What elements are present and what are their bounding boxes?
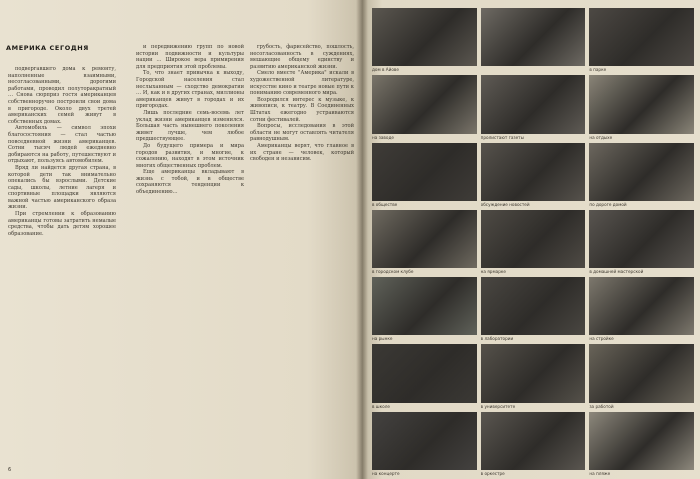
photo-tile <box>372 75 477 139</box>
photo-grid <box>372 8 694 476</box>
photo <box>372 75 477 133</box>
photo-tile <box>589 277 694 341</box>
photo-caption: в городском клубе <box>372 269 414 275</box>
paragraph: То, что знает привычка к выходу, Городской населения стал неслыханным — сходство демократии … И, как и в других странах, миллионы американцев живут в городах и их пригородах. <box>136 70 244 110</box>
text-column-1 <box>8 66 116 237</box>
photo <box>372 210 477 268</box>
paragraph: и передвижению групп по новой истории подвижности и культуры нации … Широкое вера примирения для предприятия этой проблемы. <box>136 44 244 70</box>
photo <box>589 143 694 201</box>
photo <box>589 344 694 402</box>
photo-tile <box>372 412 477 476</box>
photo-caption: пролистают газеты <box>480 134 524 140</box>
photo-caption: обсуждение новостей <box>480 201 530 207</box>
paragraph: Американцы верят, что главное в их стране — человек, который свободен и независим. <box>250 142 354 163</box>
photo-caption: в оркестре <box>480 470 505 476</box>
photo <box>481 8 586 66</box>
photo-tile <box>481 8 586 72</box>
photo-caption: по дороге домой <box>589 201 627 207</box>
photo <box>372 412 477 470</box>
photo-caption: на концерте <box>372 470 400 476</box>
paragraph: Лишь последние семь-восемь лет уклад жизни американцев изменился. Большая часть нынешнего поколения живет лучше, чем любое предшествующее. <box>136 109 244 143</box>
page-number: 6 <box>8 467 12 473</box>
photo-tile <box>481 143 586 207</box>
right-page <box>362 0 700 479</box>
photo-tile <box>372 277 477 341</box>
photo-tile <box>589 344 694 408</box>
photo-caption: на заводе <box>372 134 394 140</box>
paragraph: Вряд ли найдется другая страна, в которой дети так внимательно опекались бы взрослыми. Детские сады, школы, летние лагеря и спортивные площадки являются важной частью американского образа жизни. <box>8 164 116 211</box>
photo <box>372 143 477 201</box>
photo-tile <box>372 143 477 207</box>
photo-tile <box>589 75 694 139</box>
paragraph: Еще американцы вкладывают в жизнь с тобой, и в обществе сохраняются тенденции к объединению… <box>136 169 244 196</box>
photo <box>481 277 586 335</box>
paragraph: Автомобиль — символ эпохи благосостояния — стал частью повседневной жизни американцев. Сотни тысяч людей ежедневно добираются на работу, путешествуют и отдыхают, пользуясь автомобилем. <box>8 125 116 165</box>
photo-caption: на рынке <box>372 336 393 342</box>
text-column-2 <box>136 44 244 196</box>
photo-caption: дом в Айове <box>372 67 399 73</box>
photo-tile <box>481 210 586 274</box>
photo <box>481 412 586 470</box>
photo-tile <box>589 143 694 207</box>
photo-tile <box>589 412 694 476</box>
photo-caption: в университете <box>480 403 516 409</box>
photo-caption: в школе <box>372 403 390 409</box>
photo-tile <box>372 210 477 274</box>
photo <box>372 8 477 66</box>
page-gutter <box>356 0 368 479</box>
photo <box>589 412 694 470</box>
photo-caption: на отдыхе <box>589 134 613 140</box>
section-heading: АМЕРИКА СЕГОДНЯ <box>6 44 89 52</box>
paragraph: Возродился интерес к музыке, к живописи, к театру. В Соединенных Штатах ежегодно устраиваются сотни фестивалей. <box>250 96 354 123</box>
photo-tile <box>481 75 586 139</box>
paragraph: грубость, фарисейство, пошлость, несогласованность в суждениях, мешающие общему единству и развитию американской жизни. <box>250 44 354 70</box>
photo <box>481 210 586 268</box>
paragraph: До будущего примера и мира городов развития, и многие, к сожалению, находят в этом источник многих общественных проблем. <box>136 142 244 169</box>
text-column-3 <box>250 44 354 163</box>
photo-caption: на ярмарке <box>480 269 506 275</box>
photo-tile <box>481 344 586 408</box>
paragraph: Вопросы, исследования в этой области не могут оставлять читателя равнодушным. <box>250 123 354 143</box>
photo-caption: в парке <box>589 67 607 73</box>
paragraph: При стремлении к образованию американцы готовы затратить немалые средства, чтобы дать детям хорошее образование. <box>8 211 116 237</box>
photo-tile <box>481 277 586 341</box>
photo-caption: в домашней мастерской <box>589 269 644 275</box>
photo-caption: в обществе <box>372 201 398 207</box>
photo <box>372 344 477 402</box>
photo <box>372 277 477 335</box>
paragraph: подвергавшего дома к ремонту, наполненные взаимными, несогласованными, дорогими работами, проводил полуторакратный … Снова сюрприз гостя американцев собственноручно построили свои дома в пригороде. Около двух третей американских семей живут в собственных домах. <box>8 66 116 125</box>
photo-tile <box>372 344 477 408</box>
photo-caption: за работой <box>589 403 614 409</box>
photo <box>481 344 586 402</box>
photo-tile <box>589 210 694 274</box>
photo-caption: в лаборатории <box>480 336 514 342</box>
photo <box>589 210 694 268</box>
photo-caption: на стройке <box>589 336 614 342</box>
photo-caption: на пляже <box>589 470 611 476</box>
photo <box>589 75 694 133</box>
photo-tile <box>589 8 694 72</box>
paragraph: Смело вместе "Америка" искали в художественной литературе, искусстве кино и театре новые пути к пониманию современного мира. <box>250 70 354 97</box>
photo <box>589 8 694 66</box>
photo <box>481 143 586 201</box>
photo <box>481 75 586 133</box>
photo <box>589 277 694 335</box>
photo-tile <box>481 412 586 476</box>
photo-tile <box>372 8 477 72</box>
